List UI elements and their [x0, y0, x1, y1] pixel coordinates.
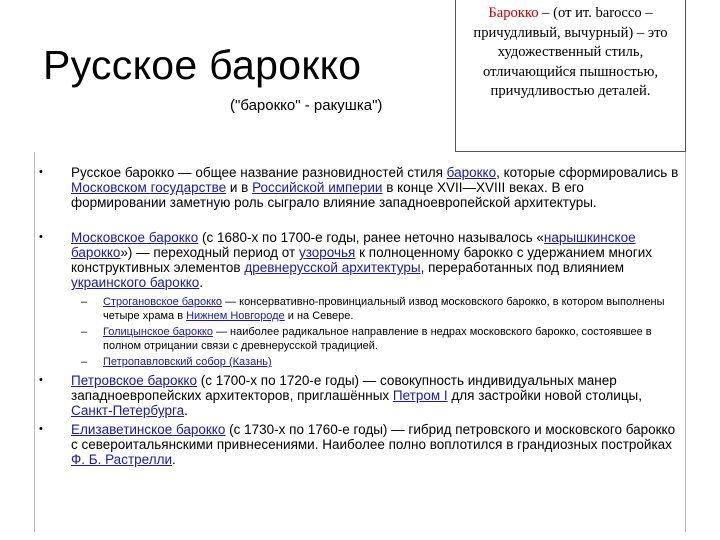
link-baroque[interactable]: барокко: [446, 165, 497, 180]
dash-marker: –: [81, 296, 88, 308]
item-text: для застройки новой столицы,: [447, 388, 643, 403]
page-title: Русское барокко: [43, 42, 362, 88]
link-russian-empire[interactable]: Российской империи: [252, 180, 383, 195]
item-text: в конце XVII—XVIII веках. В его формировании заметную роль сыграло влияние западноевропейской архитектуры.: [71, 180, 597, 210]
list-item-petrine-baroque: [39, 373, 681, 418]
item-text: , переработанных под влиянием: [420, 260, 625, 275]
link-peter-paul-cathedral-kazan[interactable]: Петропавловский собор (Казань): [103, 356, 272, 368]
content-panel: [34, 152, 686, 532]
item-text: и на Севере.: [284, 310, 354, 322]
link-naryshkin-baroque[interactable]: нарышкинское барокко: [71, 230, 636, 260]
list-item-elizabethan-baroque: [39, 422, 681, 467]
page-subtitle: ("барокко" - ракушка"): [230, 97, 383, 114]
sub-item-stroganov-baroque: [81, 295, 679, 323]
item-text: (с 1730-х по 1760-е годы) — гибрид петровского и московского барокко с североитальянскими привнесениями. Наиболее полно воплотился в грандиозных постройках: [71, 422, 676, 452]
definition-term: Барокко: [488, 5, 539, 21]
item-text: Русское барокко — общее название разновидностей стиля: [71, 165, 447, 180]
item-text: , которые сформировались в: [496, 165, 679, 180]
sub-item-peter-paul-cathedral: [81, 355, 679, 369]
item-text: ») — переходный период от: [120, 245, 299, 260]
definition-box: [455, 0, 686, 152]
bullet-marker: •: [39, 231, 43, 243]
item-text: — наиболее радикальное направление в недрах московского барокко, состоявшее в полном отрицании связи с древнерусской традицией.: [103, 326, 652, 352]
link-moscow-state[interactable]: Московском государстве: [71, 180, 227, 195]
dash-marker: –: [81, 356, 88, 368]
item-text: (с 1680-х по 1700-е годы, ранее неточно называлось «: [198, 230, 544, 245]
item-text: и в: [226, 180, 253, 195]
link-rastrelli[interactable]: Ф. Б. Растрелли: [71, 452, 172, 467]
link-saint-petersburg[interactable]: Санкт-Петербурга: [71, 403, 185, 418]
link-petrine-baroque[interactable]: Петровское барокко: [71, 373, 197, 388]
link-old-russian-architecture[interactable]: древнерусской архитектуры: [244, 260, 421, 275]
link-golitsyn-baroque[interactable]: Голицынское барокко: [103, 326, 213, 338]
link-stroganov-baroque[interactable]: Строгановское барокко: [103, 296, 223, 308]
list-item-russian-baroque: [39, 165, 681, 210]
item-text: — консервативно-провинциальный извод московского барокко, в котором выполнены четыре храма в: [103, 296, 665, 322]
link-elizabethan-baroque[interactable]: Елизаветинское барокко: [71, 422, 226, 437]
link-uzorochye[interactable]: узорочья: [298, 245, 356, 260]
item-text: .: [184, 403, 188, 418]
sub-list: [81, 295, 679, 371]
definition-text: – (от ит. barocco – причудливый, вычурный) – это художественный стиль, отличающийся пышностью, причудливостью деталей.: [473, 5, 668, 99]
bullet-marker: •: [39, 423, 43, 435]
bullet-marker: •: [39, 374, 43, 386]
sub-item-golitsyn-baroque: [81, 325, 679, 353]
bullet-marker: •: [39, 166, 43, 178]
link-nizhny-novgorod[interactable]: Нижнем Новгороде: [186, 310, 285, 322]
link-ukrainian-baroque[interactable]: украинского барокко: [71, 275, 200, 290]
dash-marker: –: [81, 326, 88, 338]
link-peter-i[interactable]: Петром I: [392, 388, 448, 403]
item-text: (с 1700-х по 1720-е годы) — совокупность индивидуальных манер западноевропейских архитекторов, приглашённых: [71, 373, 617, 403]
item-text: .: [199, 275, 204, 290]
item-text: к полноценному барокко с удержанием многих конструктивных элементов: [71, 245, 652, 275]
list-item-moscow-baroque: [39, 230, 681, 290]
link-moscow-baroque[interactable]: Московское барокко: [71, 230, 199, 245]
item-text: .: [172, 452, 176, 467]
